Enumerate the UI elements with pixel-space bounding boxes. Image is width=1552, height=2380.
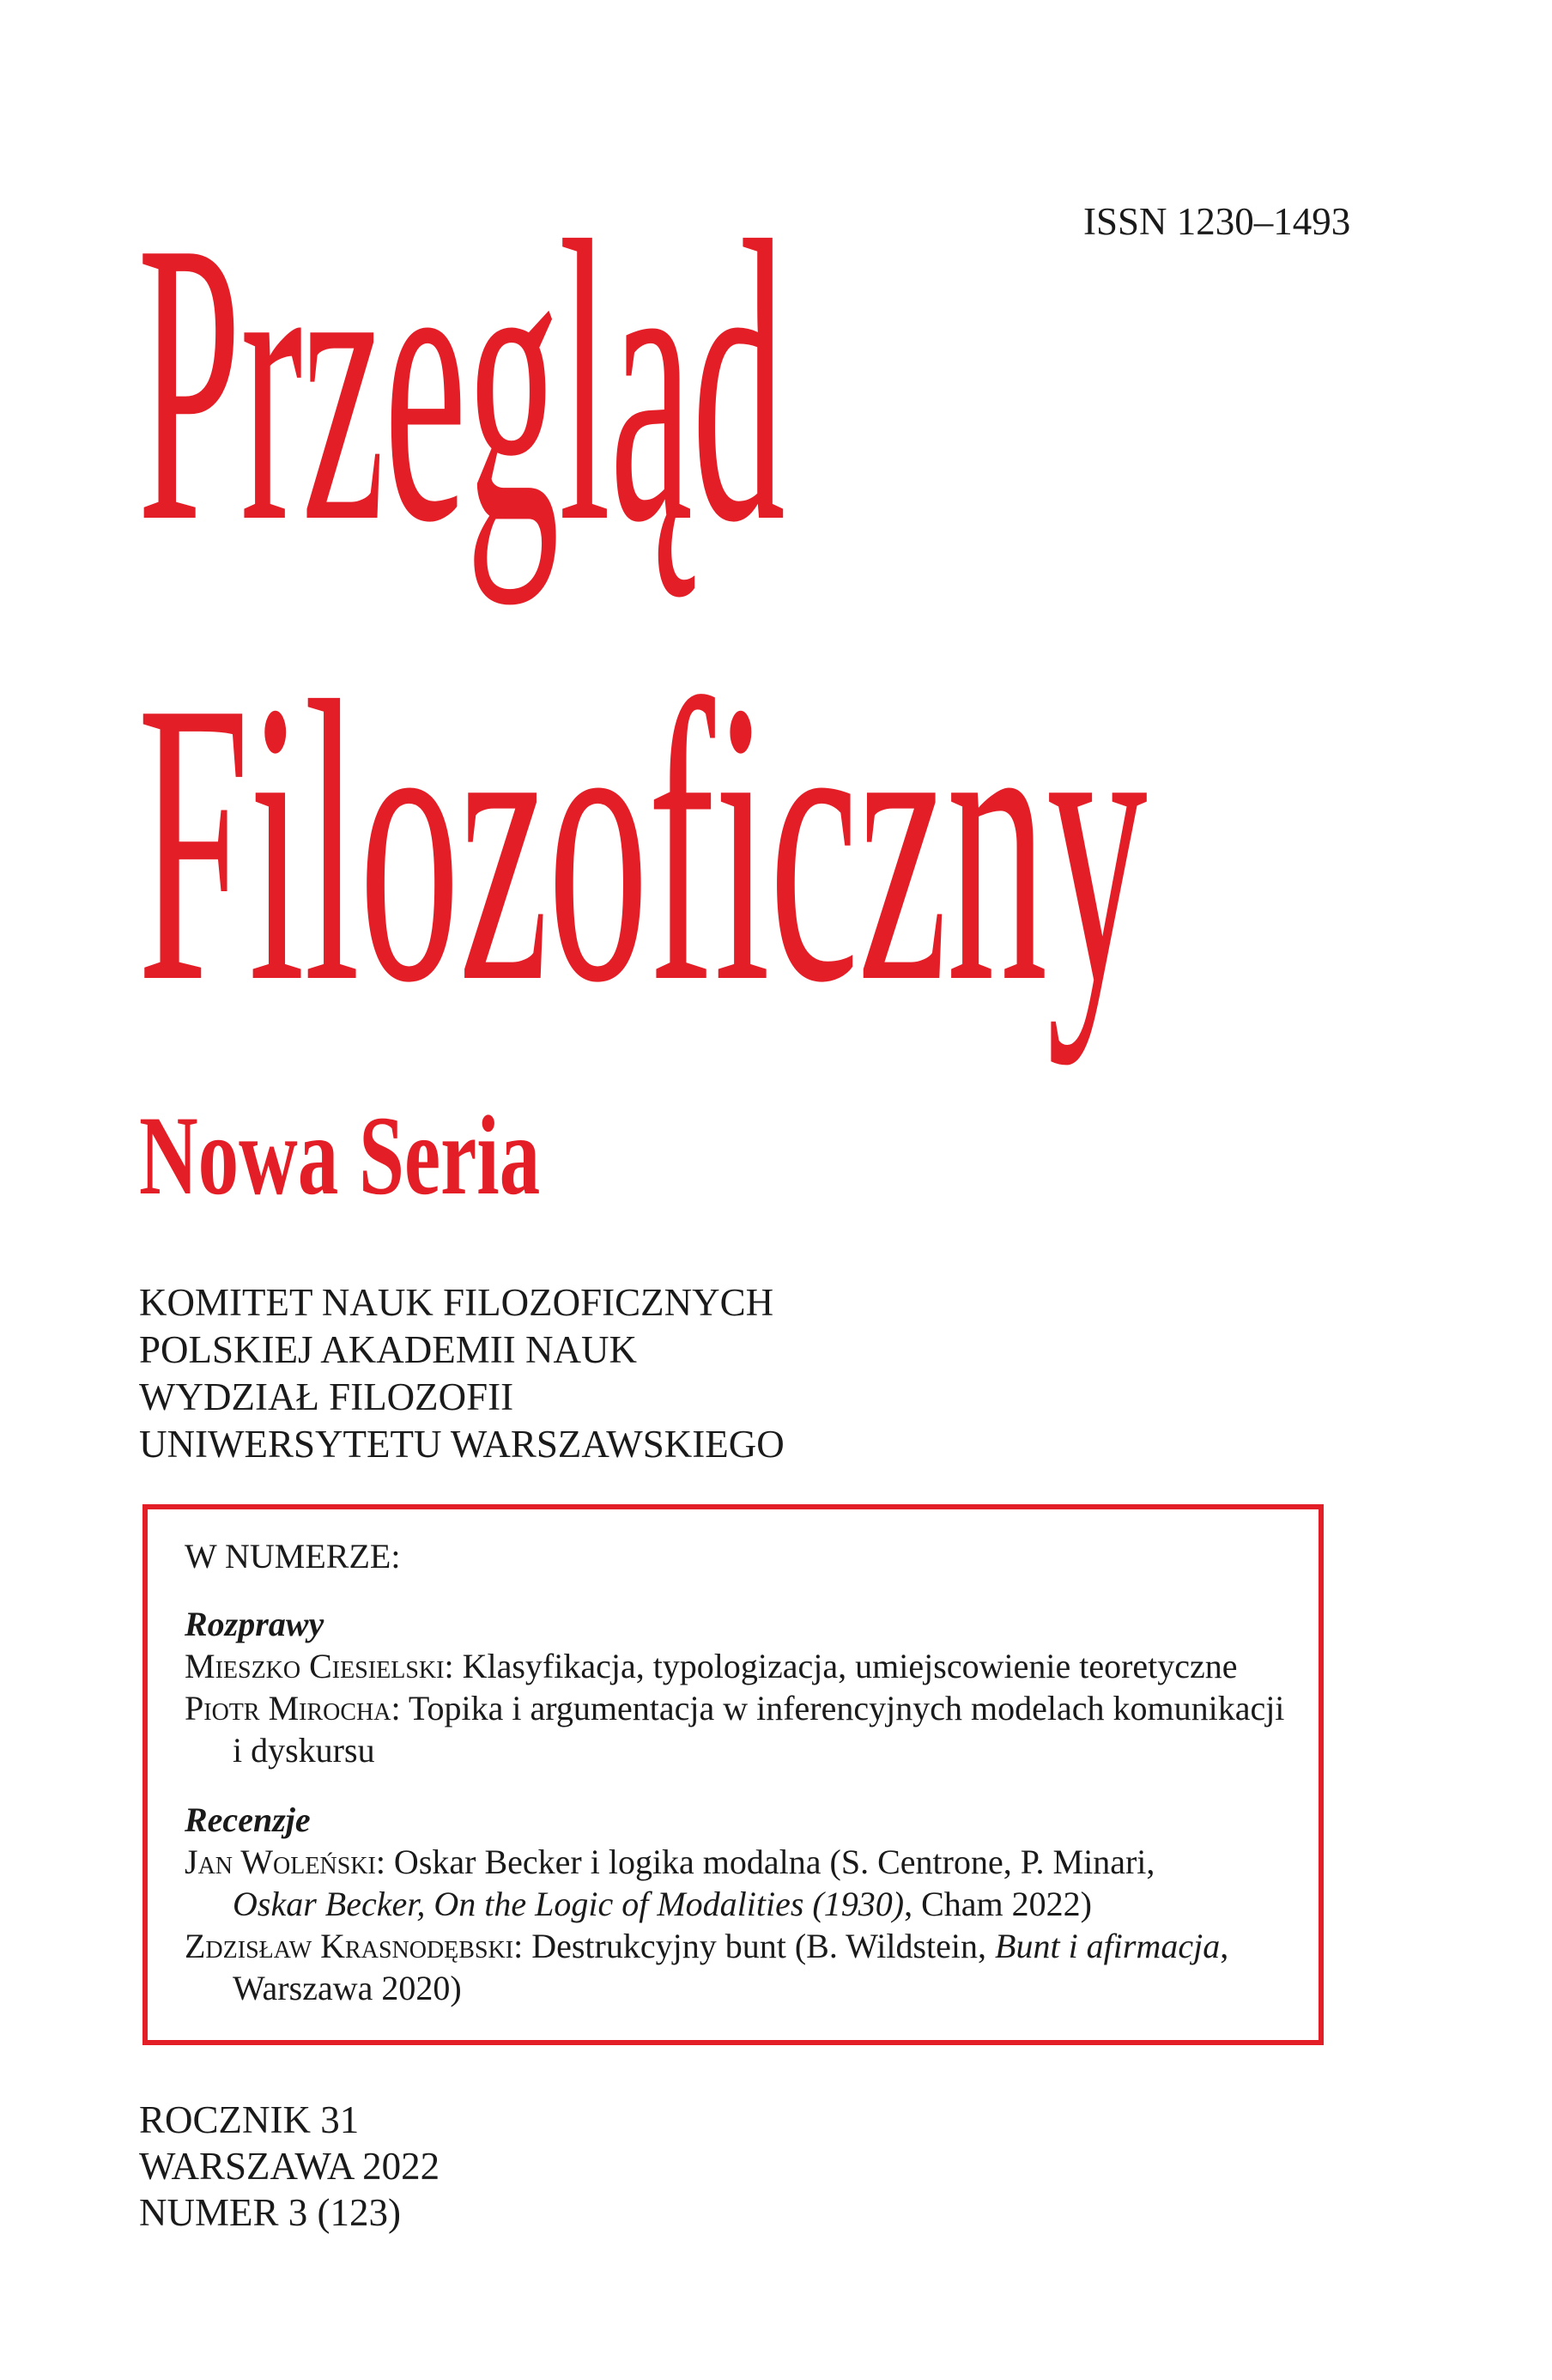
publisher-line: UNIWERSYTETU WARSZAWSKIEGO: [139, 1423, 785, 1466]
entry-title: : Klasyfikacja, typologizacja, umiejscowienie teoretyczne: [444, 1647, 1238, 1685]
contents-entry: [185, 1645, 1301, 1687]
entry-author: Jan Woleński: [185, 1843, 376, 1881]
entry-continuation: i dyskursu: [233, 1731, 375, 1770]
issn: ISSN 1230–1493: [1083, 200, 1351, 243]
publisher-line: WYDZIAŁ FILOZOFII: [139, 1375, 514, 1418]
contents-heading: W NUMERZE:: [185, 1537, 401, 1576]
entry-continuation: [185, 1883, 1301, 1925]
entry-author: Piotr Mirocha: [185, 1689, 391, 1727]
volume-place-date: WARSZAWA 2022: [139, 2145, 440, 2188]
entry-title: : Oskar Becker i logika modalna (S. Centrone, P. Minari,: [375, 1843, 1155, 1881]
volume-issue-number: NUMER 3 (123): [139, 2191, 401, 2234]
entry-continuation: Warszawa 2020): [233, 1969, 462, 2007]
entry-book-title: Bunt i afirmacja: [995, 1927, 1221, 1965]
entry-book-title: Oskar Becker, On the Logic of Modalities (1930): [233, 1885, 905, 1923]
entry-author: Mieszko Ciesielski: [185, 1647, 445, 1685]
journal-title-line-2: Filozoficzny: [137, 618, 1147, 1066]
publishers-block: [139, 1279, 785, 1468]
volume-year: ROCZNIK 31: [139, 2098, 360, 2141]
contents-entry: [185, 1841, 1301, 1925]
volume-info: [139, 2097, 440, 2236]
publisher-line: POLSKIEJ AKADEMII NAUK: [139, 1328, 637, 1371]
entry-title: : Topika i argumentacja w inferencyjnych modelach komunikacji: [391, 1689, 1285, 1727]
entry-title: : Destrukcyjny bunt (B. Wildstein,: [513, 1927, 996, 1965]
section-title-recenzje: Recenzje: [185, 1800, 311, 1839]
entry-punct: ,: [1220, 1927, 1229, 1965]
section-title-rozprawy: Rozprawy: [185, 1605, 324, 1643]
contents-list: [185, 1535, 1301, 2009]
contents-box: [142, 1504, 1324, 2045]
contents-entry: [185, 1925, 1301, 2009]
journal-title-line-1: Przegląd: [137, 158, 785, 605]
entry-author: Zdzisław Krasnodębski: [185, 1927, 514, 1965]
journal-subtitle: Nowa Seria: [139, 1092, 541, 1218]
publisher-line: KOMITET NAUK FILOZOFICZNYCH: [139, 1281, 774, 1324]
contents-entry: [185, 1687, 1301, 1771]
entry-book-details: , Cham 2022): [904, 1885, 1092, 1923]
